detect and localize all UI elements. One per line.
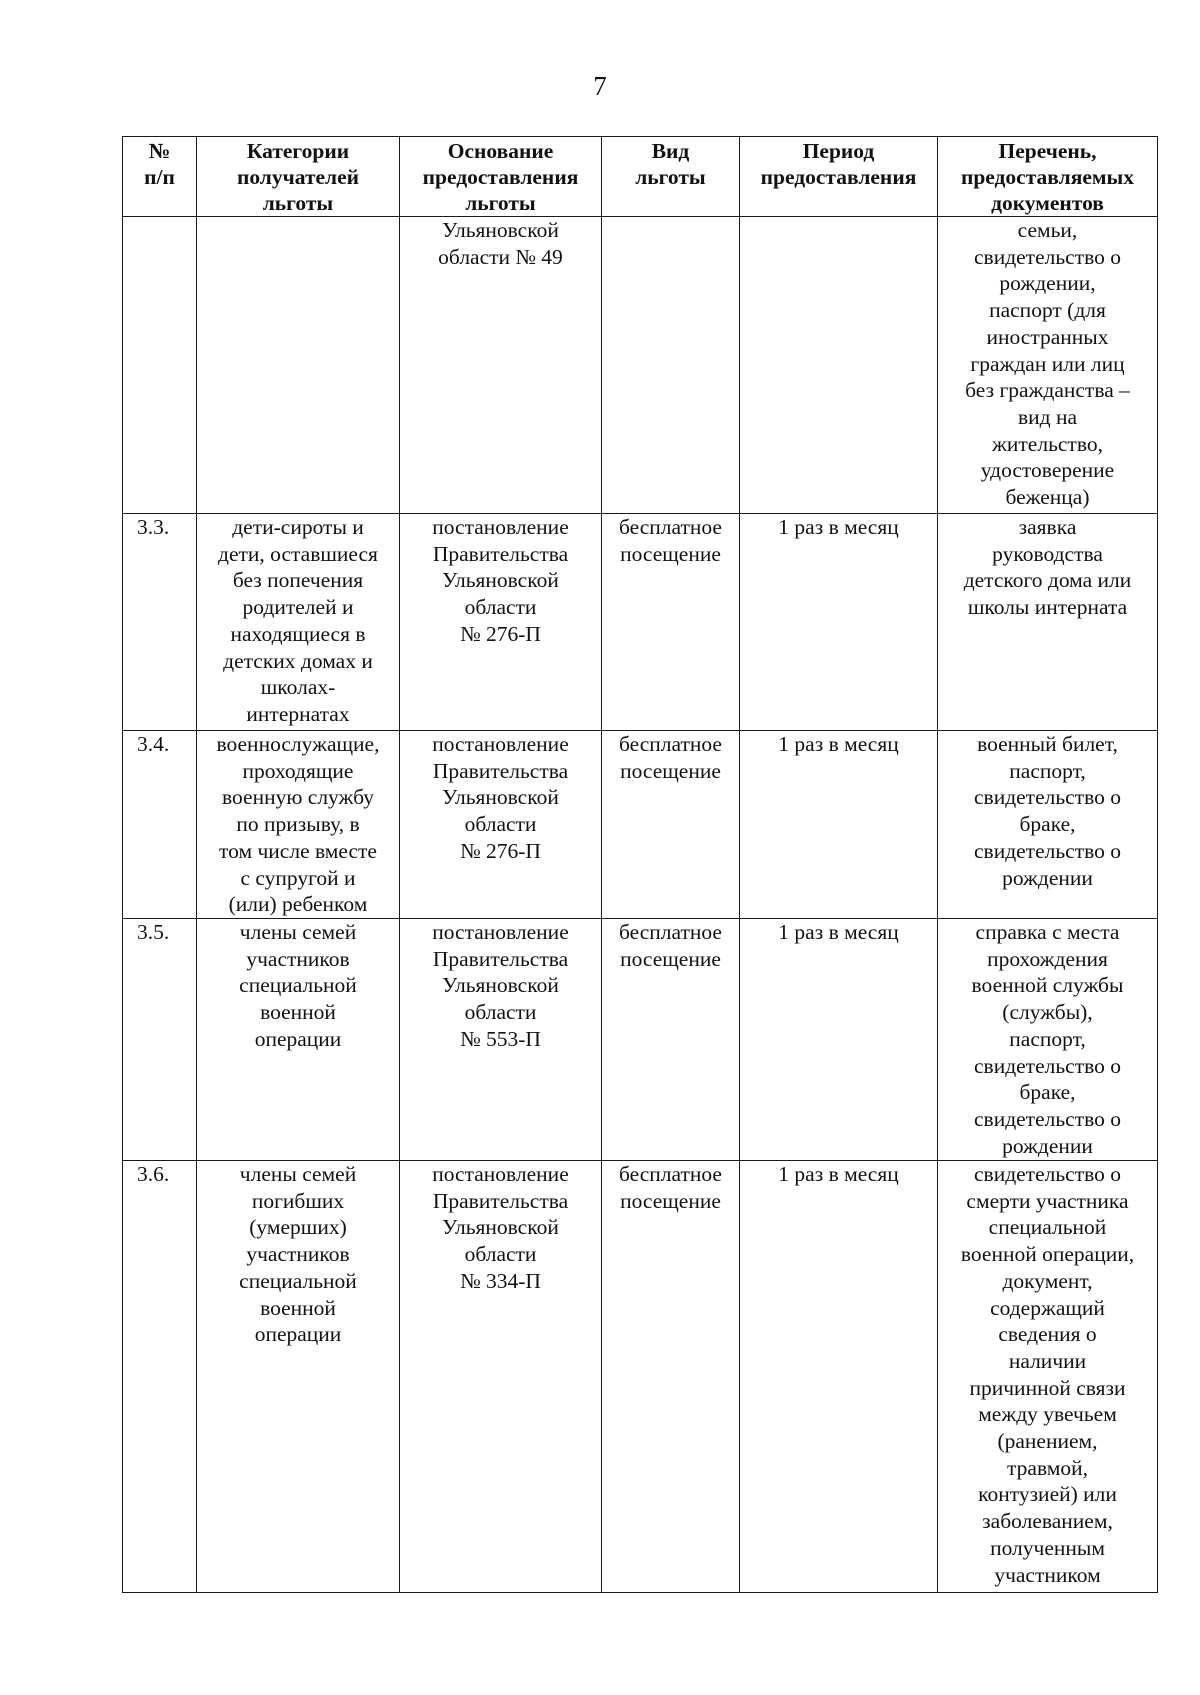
table-row: [123, 217, 1158, 514]
cell-documents: семьи, свидетельство о рождении, паспорт (для иностранных граждан или лиц без гражданства – вид на жительство, удостоверение беженца): [938, 217, 1158, 514]
cell-num: 3.3.: [123, 514, 197, 731]
cell-category: военнослужащие, проходящие военную службу по призыву, в том числе вместе с супругой и (или) ребенком: [197, 731, 400, 919]
cell-num: 3.4.: [123, 731, 197, 919]
cell-category: [197, 217, 400, 514]
cell-num: 3.6.: [123, 1161, 197, 1593]
cell-documents: военный билет, паспорт, свидетельство о браке, свидетельство о рождении: [938, 731, 1158, 919]
header-documents: Перечень, предоставляемых документов: [938, 137, 1158, 217]
cell-category: члены семей участников специальной военной операции: [197, 919, 400, 1161]
cell-period: 1 раз в месяц: [740, 514, 938, 731]
cell-num: [123, 217, 197, 514]
header-period: Период предоставления: [740, 137, 938, 217]
cell-category: дети-сироты и дети, оставшиеся без попечения родителей и находящиеся в детских домах и школах- интернатах: [197, 514, 400, 731]
cell-period: 1 раз в месяц: [740, 1161, 938, 1593]
table-row: [123, 1161, 1158, 1593]
table-row: [123, 514, 1158, 731]
header-type: Вид льготы: [602, 137, 740, 217]
cell-basis: постановление Правительства Ульяновской области № 276-П: [400, 731, 602, 919]
cell-basis: постановление Правительства Ульяновской области № 276-П: [400, 514, 602, 731]
cell-basis: постановление Правительства Ульяновской области № 334-П: [400, 1161, 602, 1593]
table-row: [123, 731, 1158, 919]
cell-documents: справка с места прохождения военной службы (службы), паспорт, свидетельство о браке, свидетельство о рождении: [938, 919, 1158, 1161]
cell-type: бесплатное посещение: [602, 514, 740, 731]
cell-num: 3.5.: [123, 919, 197, 1161]
header-basis: Основание предоставления льготы: [400, 137, 602, 217]
header-category: Категории получателей льготы: [197, 137, 400, 217]
cell-period: 1 раз в месяц: [740, 919, 938, 1161]
header-num: № п/п: [123, 137, 197, 217]
cell-basis: постановление Правительства Ульяновской области № 553-П: [400, 919, 602, 1161]
cell-basis: Ульяновской области № 49: [400, 217, 602, 514]
cell-type: бесплатное посещение: [602, 919, 740, 1161]
cell-period: [740, 217, 938, 514]
cell-type: [602, 217, 740, 514]
cell-type: бесплатное посещение: [602, 731, 740, 919]
table-row: [123, 919, 1158, 1161]
cell-documents: свидетельство о смерти участника специальной военной операции, документ, содержащий сведения о наличии причинной связи между увечьем (ранением, травмой, контузией) или заболеванием, полученным участником: [938, 1161, 1158, 1593]
cell-documents: заявка руководства детского дома или школы интерната: [938, 514, 1158, 731]
cell-type: бесплатное посещение: [602, 1161, 740, 1593]
page-number: 7: [593, 71, 607, 101]
benefits-table: [122, 136, 1158, 1593]
cell-category: члены семей погибших (умерших) участников специальной военной операции: [197, 1161, 400, 1593]
table-header-row: [123, 137, 1158, 217]
cell-period: 1 раз в месяц: [740, 731, 938, 919]
